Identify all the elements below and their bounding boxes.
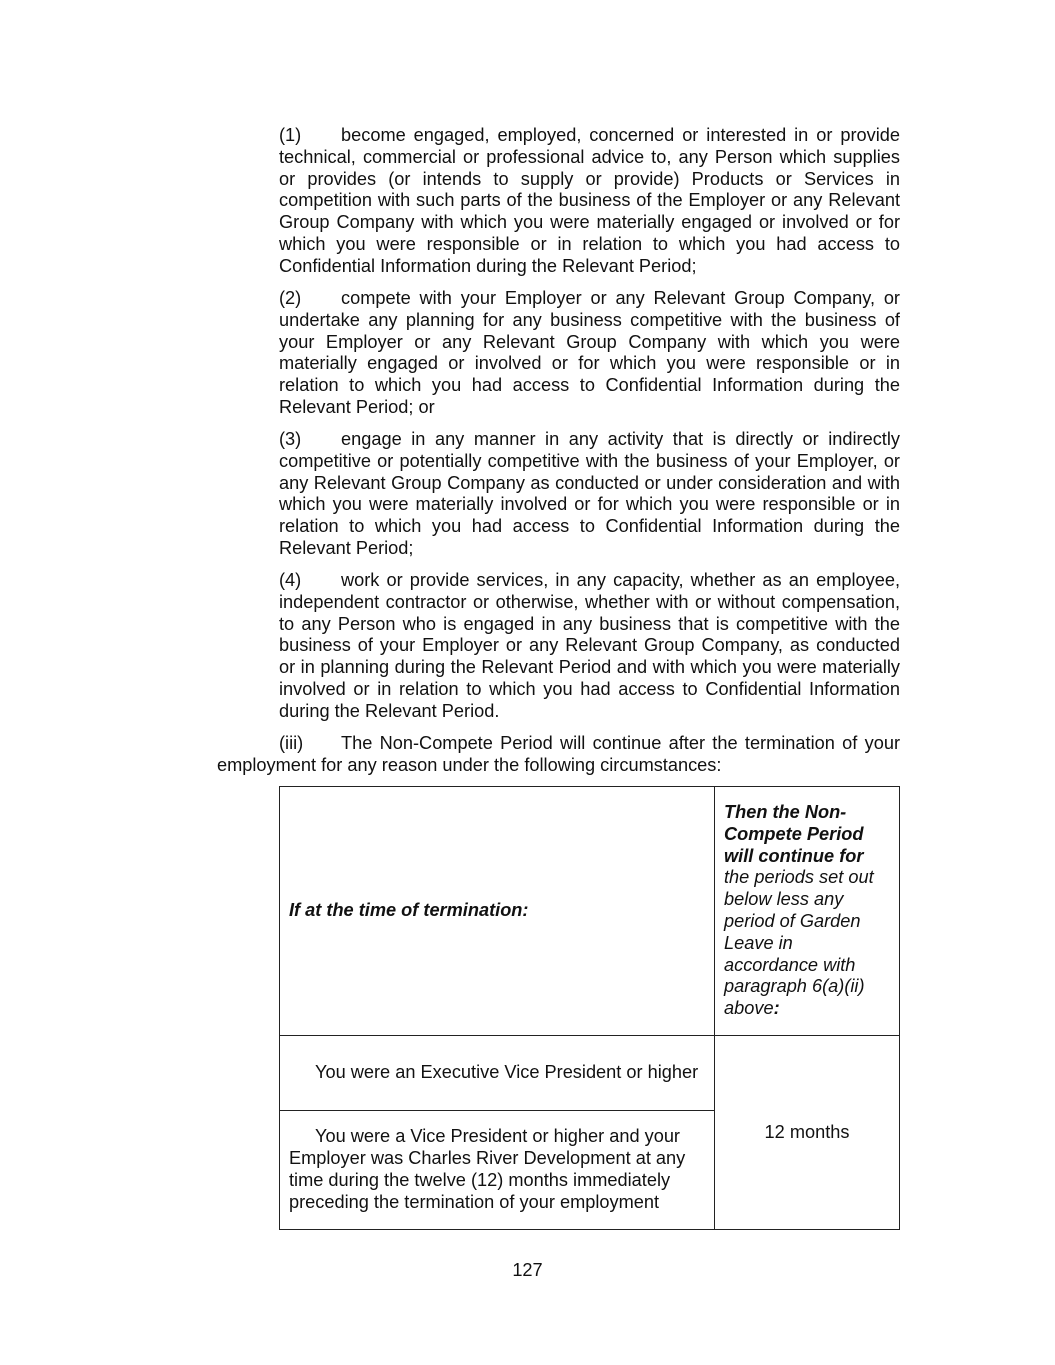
non-compete-table xyxy=(279,786,900,1230)
clause-text: work or provide services, in any capacity, whether as an employee, independent contractor or otherwise, whether with or without compensation, to any Person who is engaged in any business that is competitive with the business of your Employer or any Relevant Group Company, as conducted or in planning during the Relevant Period and with which you were materially involved or in relation to which you had access to Confidential Information during the Relevant Period. xyxy=(279,570,900,721)
page-number: 127 xyxy=(512,1260,543,1280)
clause-1 xyxy=(279,125,900,278)
row-condition-text: You were an Executive Vice President or higher xyxy=(315,1062,699,1083)
header-period-colon: : xyxy=(773,998,780,1019)
clause-number: (1) xyxy=(279,125,302,145)
row-condition-vp xyxy=(280,1111,715,1230)
table-row xyxy=(280,1036,900,1111)
clause-text: become engaged, employed, concerned or interested in or provide technical, commercial or professional advice to, any Person which supplies or provides (or intends to supply or provide) Products or Services in competition with such parts of the business of the Employer or any Relevant Group Company with which you were materially engaged or involved or for which you were responsible or in relation to which you had access to Confidential Information during the Relevant Period; xyxy=(279,125,900,276)
clause-text: compete with your Employer or any Relevant Group Company, or undertake any planning for any business competitive with the business of your Employer or any Relevant Group Company with which you were materially engaged or involved or for which you were responsible or in relation to which you had access to Confidential Information during the Relevant Period; or xyxy=(279,288,900,417)
clause-2 xyxy=(279,288,900,419)
clause-3 xyxy=(279,429,900,560)
clause-number: (3) xyxy=(279,429,302,449)
clause-4 xyxy=(279,570,900,723)
header-period-bold: Then the Non-Compete Period will continue for xyxy=(724,802,864,866)
row-condition-evp xyxy=(280,1036,715,1111)
table-header-row xyxy=(280,787,900,1036)
paragraph-text: The Non-Compete Period will continue after the termination of your employment for any reason under the following circumstances: xyxy=(217,733,900,775)
header-period-rest: the periods set out below less any period of Garden Leave in accordance with paragraph 6(a)(ii) above xyxy=(724,867,874,1019)
header-condition: If at the time of termination: xyxy=(280,787,715,1036)
paragraph-iii xyxy=(217,733,900,777)
period-cell: 12 months xyxy=(715,1036,900,1230)
header-period xyxy=(715,787,900,1036)
row-condition-text: You were a Vice President or higher and your Employer was Charles River Development at any time during the twelve (12) months immediately preceding the termination of your employment xyxy=(289,1126,686,1212)
clause-number: (4) xyxy=(279,570,302,590)
paragraph-number: (iii) xyxy=(279,733,304,753)
clause-number: (2) xyxy=(279,288,302,308)
clause-text: engage in any manner in any activity that is directly or indirectly competitive or potentially competitive with the business of your Employer, or any Relevant Group Company as conducted or under consideration and with which you were materially involved or for which you were responsible or in relation to which you had access to Confidential Information during the Relevant Period; xyxy=(279,429,900,558)
